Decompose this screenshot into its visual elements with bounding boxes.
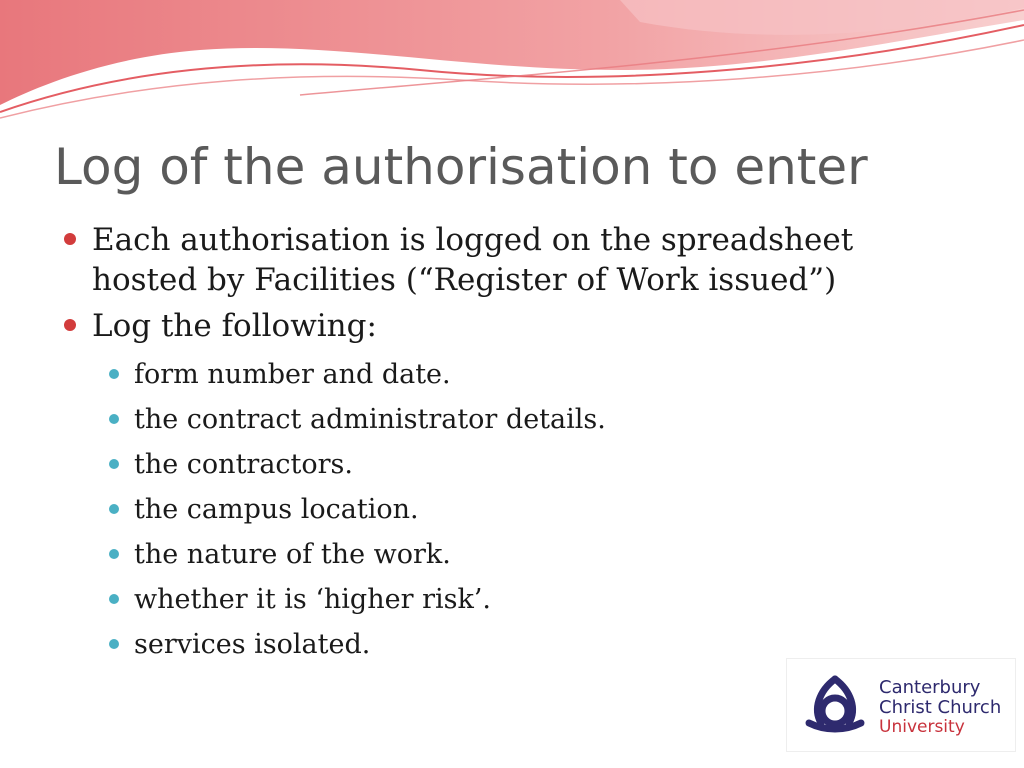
sub-bullet-text: whether it is ‘higher risk’. bbox=[134, 584, 491, 615]
sub-bullet-text: services isolated. bbox=[134, 629, 371, 660]
sub-bullet-dot-icon bbox=[109, 414, 119, 424]
slide-content bbox=[58, 220, 938, 673]
sub-bullet-text: the nature of the work. bbox=[134, 539, 451, 570]
header-wave-decoration bbox=[0, 0, 1024, 130]
sub-bullet-item bbox=[58, 352, 938, 397]
slide-title: Log of the authorisation to enter bbox=[54, 138, 868, 196]
sub-bullet-dot-icon bbox=[109, 459, 119, 469]
bullet-item bbox=[58, 306, 938, 667]
bullet-dot-icon bbox=[64, 319, 76, 331]
sub-bullet-item bbox=[58, 532, 938, 577]
sub-bullet-dot-icon bbox=[109, 639, 119, 649]
sub-bullet-item bbox=[58, 487, 938, 532]
logo-line-university: University bbox=[879, 717, 965, 737]
sub-bullet-item bbox=[58, 397, 938, 442]
sub-bullet-text: form number and date. bbox=[134, 359, 451, 390]
logo-line-canterbury: Canterbury bbox=[879, 677, 981, 698]
bullet-text: Log the following: bbox=[92, 308, 377, 344]
bullet-item bbox=[58, 220, 938, 300]
sub-bullet-list bbox=[92, 352, 938, 667]
sub-bullet-dot-icon bbox=[109, 504, 119, 514]
sub-bullet-dot-icon bbox=[109, 549, 119, 559]
university-logo bbox=[786, 658, 1016, 752]
sub-bullet-item bbox=[58, 577, 938, 622]
sub-bullet-dot-icon bbox=[109, 369, 119, 379]
trinity-knot-icon bbox=[801, 673, 869, 737]
bullet-text: Each authorisation is logged on the spreadsheet hosted by Facilities (“Register of Work issued”) bbox=[92, 222, 854, 298]
sub-bullet-dot-icon bbox=[109, 594, 119, 604]
sub-bullet-text: the contractors. bbox=[134, 449, 353, 480]
bullet-list bbox=[58, 220, 938, 667]
sub-bullet-text: the campus location. bbox=[134, 494, 419, 525]
sub-bullet-item bbox=[58, 442, 938, 487]
bullet-dot-icon bbox=[64, 233, 76, 245]
sub-bullet-text: the contract administrator details. bbox=[134, 404, 606, 435]
logo-line-christ-church: Christ Church bbox=[879, 697, 1002, 718]
